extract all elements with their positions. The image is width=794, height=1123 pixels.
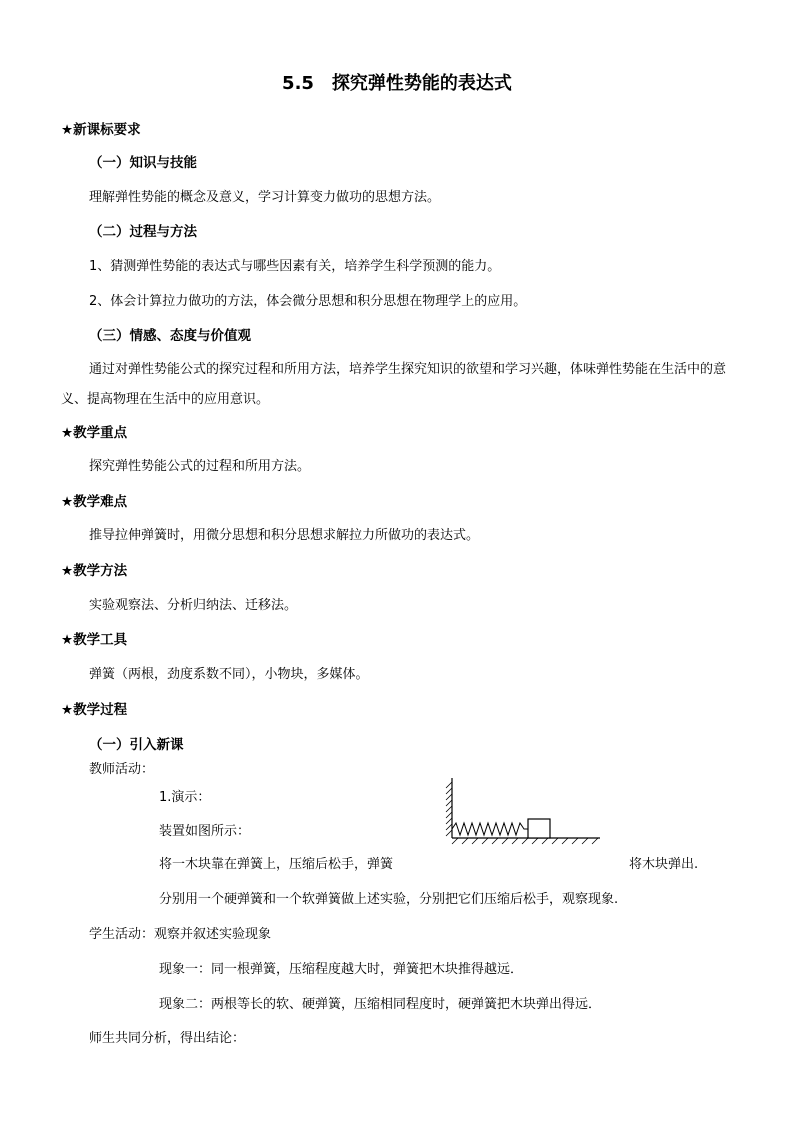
- process-methods-item-1: 1、猜测弹性势能的表达式与哪些因素有关，培养学生科学预测的能力。: [89, 259, 501, 274]
- spring: [452, 823, 528, 835]
- phenomenon-1-text: 现象一：同一根弹簧，压缩程度越大时，弹簧把木块推得越远．: [159, 962, 524, 977]
- methods-text: 实验观察法、分析归纳法、迁移法。: [89, 598, 298, 613]
- heading-methods: ★教学方法: [61, 563, 128, 579]
- spring-block-diagram: [440, 776, 605, 846]
- wall: [446, 778, 452, 838]
- subheading-knowledge-skills: （一）知识与技能: [89, 155, 197, 171]
- wooden-block: [528, 819, 550, 838]
- subheading-emotion-values: （三）情感、态度与价值观: [89, 328, 251, 344]
- heading-key-points: ★教学重点: [61, 425, 128, 441]
- demo-label: 1.演示：: [159, 790, 211, 805]
- heading-process: ★教学过程: [61, 702, 128, 718]
- teacher-activity-label: 教师活动：: [89, 762, 155, 777]
- step-a-text: 将一木块靠在弹簧上，压缩后松手，弹簧: [159, 857, 394, 872]
- emotion-values-text: 通过对弹性势能公式的探究过程和所用方法，培养学生探究知识的欲望和学习兴趣，体味弹性势能在生活中的意义、提高物理在生活中的应用意识。: [61, 362, 727, 407]
- heading-standard: ★新课标要求: [61, 122, 141, 138]
- student-activity-text: 学生活动：观察并叙述实验现象: [89, 927, 272, 942]
- phenomenon-2-text: 现象二：两根等长的软、硬弹簧，压缩相同程度时，硬弹簧把木块弹出得远．: [159, 997, 602, 1012]
- step-b-text: 分别用一个硬弹簧和一个软弹簧做上述实验，分别把它们压缩后松手，观察现象.: [159, 892, 619, 907]
- step-a-end-text: 将木块弹出.: [629, 857, 699, 872]
- key-points-text: 探究弹性势能公式的过程和所用方法。: [89, 459, 311, 474]
- subheading-process-methods: （二）过程与方法: [89, 224, 197, 240]
- device-text: 装置如图所示：: [159, 824, 251, 839]
- subheading-introduction: （一）引入新课: [89, 737, 184, 753]
- process-methods-item-2: 2、体会计算拉力做功的方法，体会微分思想和积分思想在物理学上的应用。: [89, 294, 527, 309]
- floor: [452, 838, 600, 844]
- tools-text: 弹簧（两根，劲度系数不同），小物块，多媒体。: [89, 667, 369, 682]
- difficulties-text: 推导拉伸弹簧时，用微分思想和积分思想求解拉力所做功的表达式。: [89, 528, 480, 543]
- conclusion-text: 师生共同分析，得出结论：: [89, 1031, 246, 1046]
- heading-tools: ★教学工具: [61, 632, 128, 648]
- knowledge-skills-text: 理解弹性势能的概念及意义，学习计算变力做功的思想方法。: [89, 190, 441, 205]
- page-title: 5.5 探究弹性势能的表达式: [282, 73, 512, 94]
- heading-difficulties: ★教学难点: [61, 494, 128, 510]
